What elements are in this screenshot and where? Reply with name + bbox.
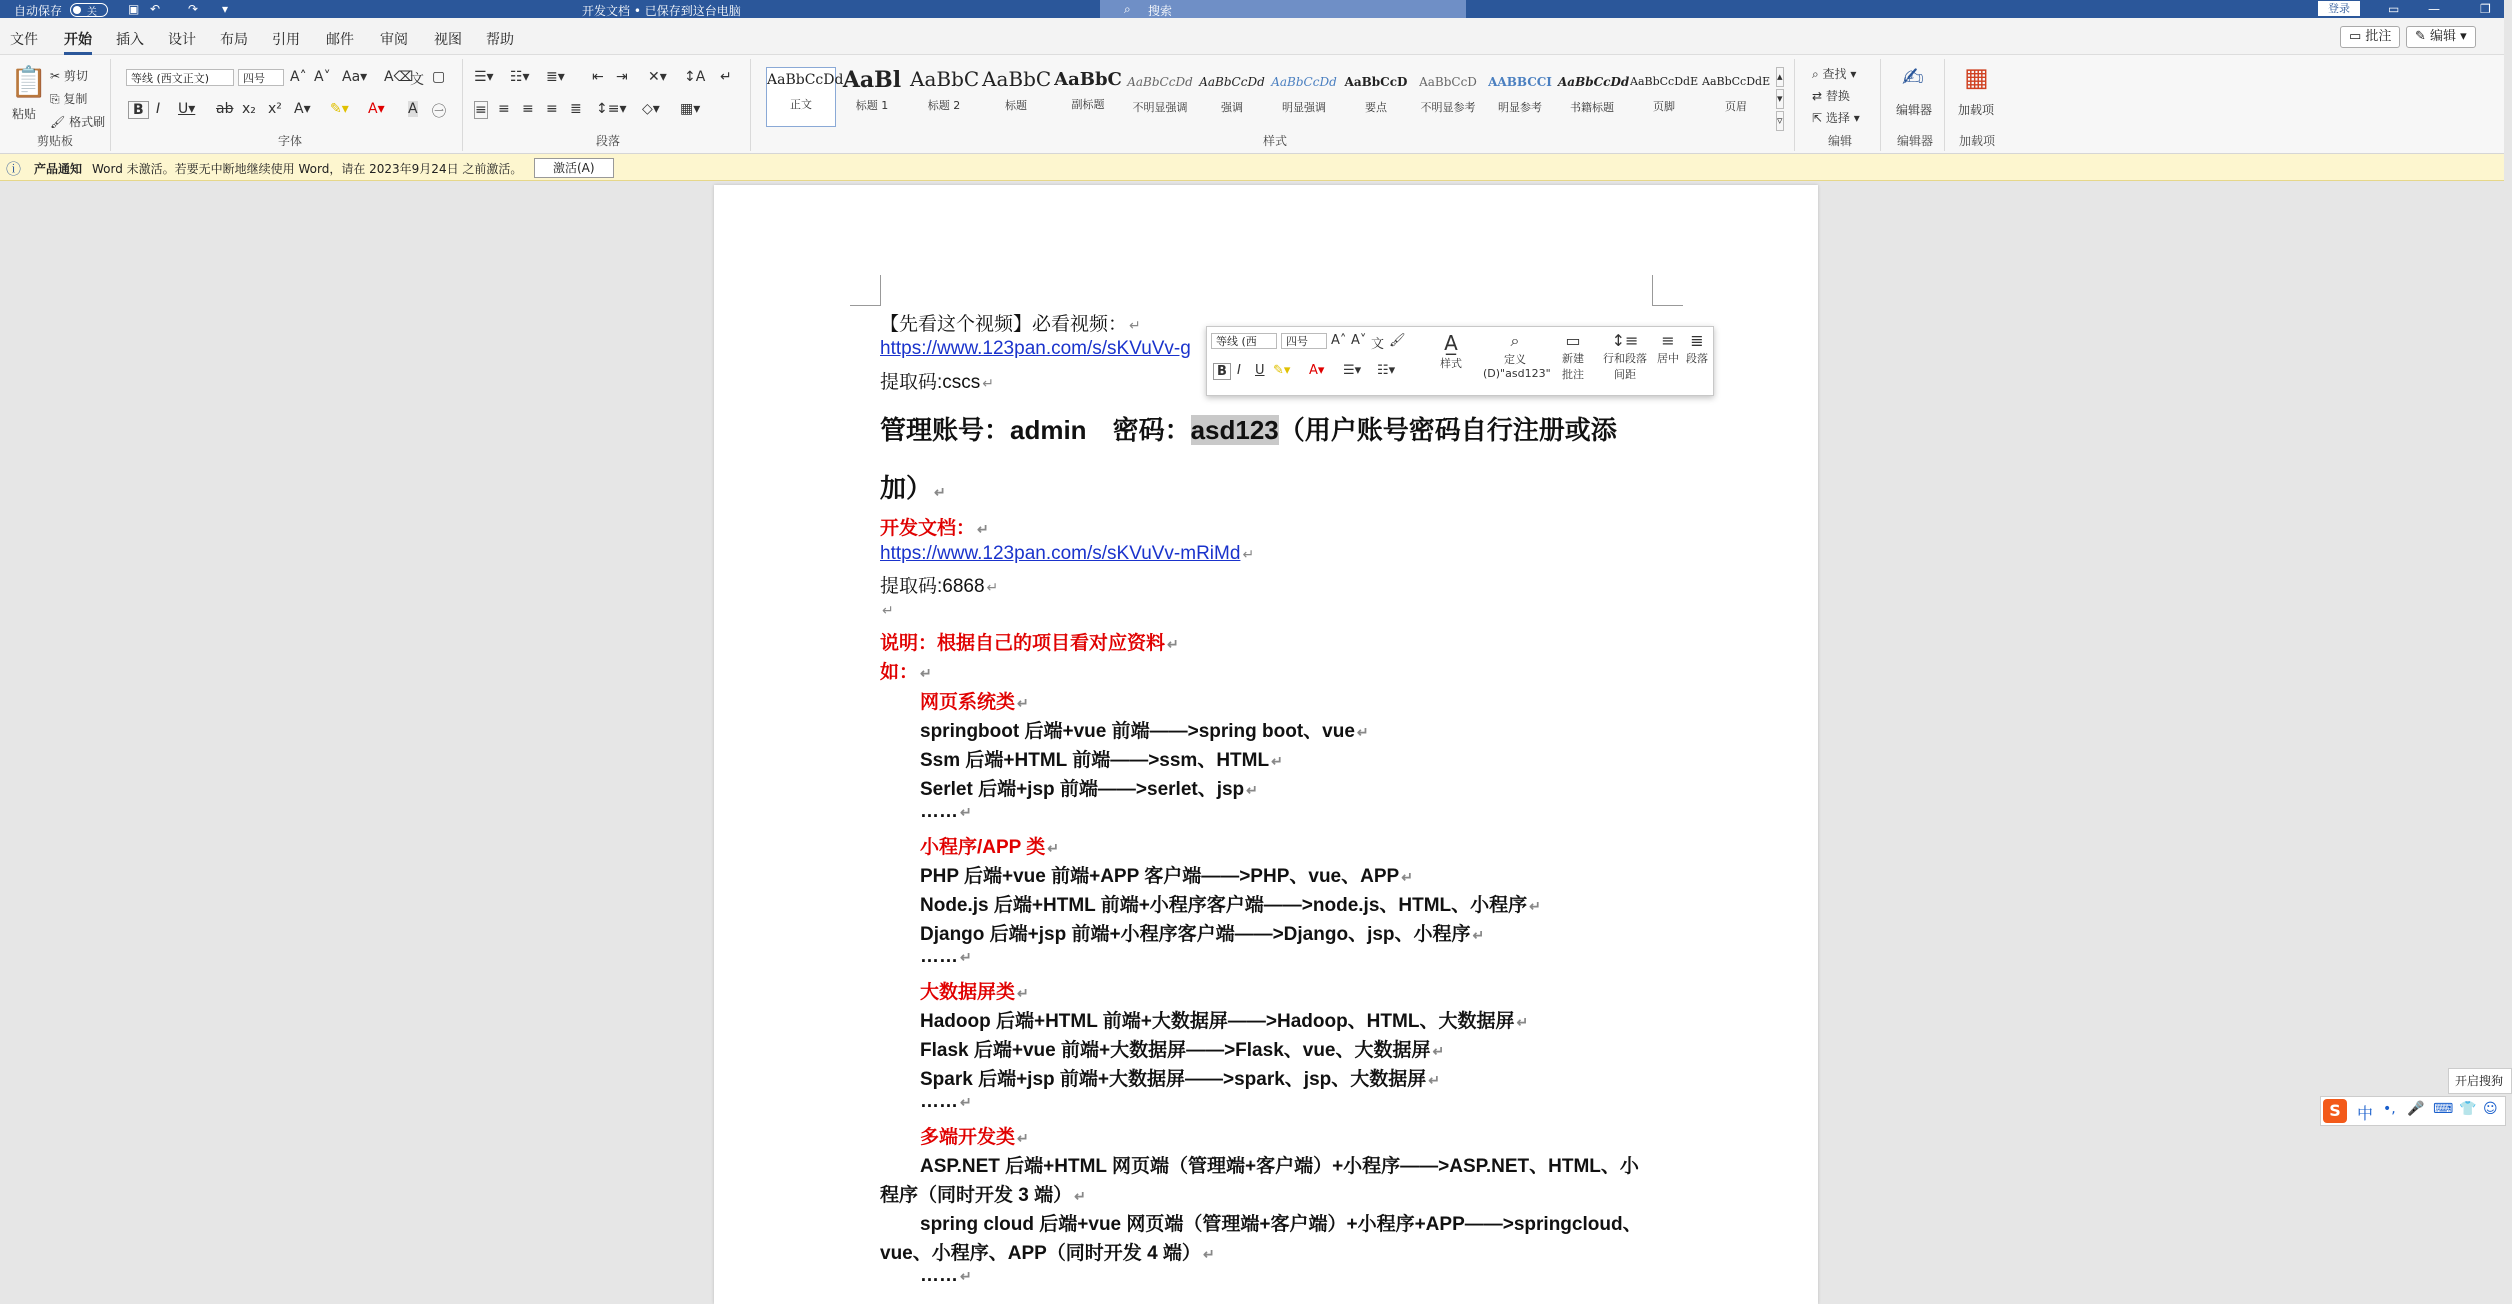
- video-link[interactable]: https://www.123pan.com/s/sKVuVv-g: [880, 338, 1191, 359]
- doc-line-video: 【先看这个视频】必看视频： ↵: [880, 314, 1141, 335]
- paragraph-group-label: 段落: [595, 134, 620, 148]
- admin-text: 管理账号：admin 密码：: [880, 415, 1191, 445]
- style-preview: AaBbCcDd: [1199, 75, 1265, 89]
- mini-spacing-button[interactable]: [1599, 331, 1651, 382]
- style-name: 副标题: [1071, 98, 1105, 111]
- style-preview: AaBbC: [910, 67, 980, 91]
- mini-styles-button[interactable]: [1431, 331, 1471, 371]
- search-placeholder: 搜索: [1148, 4, 1173, 18]
- style-name: 不明显强调: [1132, 101, 1188, 114]
- web-title-text: 网页系统类: [920, 692, 1016, 713]
- superscript-icon[interactable]: x²: [268, 101, 282, 117]
- style-preview: AaBbC: [982, 67, 1052, 91]
- ellipsis-text: ……: [920, 1091, 958, 1112]
- clear-format-icon[interactable]: A⌫: [384, 69, 414, 85]
- distributed-icon[interactable]: ≣: [570, 101, 582, 117]
- doc-line-multi-title: 多端开发类 ↵: [920, 1127, 1029, 1148]
- mini-highlight-icon[interactable]: ✎▾: [1273, 363, 1291, 378]
- style-name: 书籍标题: [1570, 101, 1614, 114]
- doc-line-empty: ↵: [882, 602, 894, 618]
- doc-line-multi1b: 程序（同时开发 3 端） ↵: [880, 1185, 1086, 1206]
- phonetic-guide-icon[interactable]: 文: [410, 72, 424, 88]
- doc-line-ellipsis4: …… ↵: [920, 1265, 972, 1286]
- mini-center-label: 居中: [1657, 352, 1679, 365]
- addins-group: [1948, 59, 2006, 151]
- doc-line-mini-title: 小程序/APP 类 ↵: [920, 837, 1060, 858]
- style-preview: AaBbCcDdE: [1702, 75, 1771, 88]
- find-button[interactable]: ⌕ 查找 ▾: [1812, 67, 1857, 81]
- web1-text: springboot 后端+vue 前端——>spring boot、vue: [920, 721, 1355, 742]
- mini-grow-font-icon[interactable]: A˄: [1331, 333, 1347, 348]
- tab-design[interactable]: 设计: [168, 32, 196, 48]
- style-intense-emphasis[interactable]: [1270, 67, 1338, 125]
- doc-line-link1: [880, 338, 1191, 360]
- font-group: [118, 59, 463, 151]
- strikethrough-icon[interactable]: ab: [216, 101, 234, 117]
- subscript-icon[interactable]: x₂: [242, 101, 256, 117]
- style-name: 强调: [1221, 101, 1243, 114]
- mini-comment-icon: ▭: [1565, 331, 1581, 350]
- style-name: 要点: [1365, 101, 1387, 114]
- ime-tooltip: 开启搜狗: [2448, 1068, 2512, 1094]
- doc-line-admin-cont: 加） ↵: [880, 473, 946, 503]
- mini-center-icon: ≡: [1661, 331, 1675, 350]
- decrease-indent-icon[interactable]: ⇤: [592, 69, 604, 85]
- doc-line-admin: [880, 410, 1617, 447]
- italic-icon[interactable]: I: [156, 101, 161, 117]
- clipboard-group: [0, 59, 111, 151]
- mini-size-select[interactable]: 四号: [1281, 333, 1327, 349]
- style-emphasis[interactable]: [1198, 67, 1266, 125]
- redo-icon[interactable]: ↷: [188, 2, 199, 16]
- undo-icon[interactable]: ↶: [150, 2, 161, 16]
- styles-more-icon[interactable]: ▿: [1776, 111, 1784, 131]
- mini-paragraph-icon: ≣: [1690, 331, 1704, 350]
- mini-spacing-icon: ↕≡: [1611, 331, 1639, 350]
- admin-cont-text: 加）: [880, 473, 933, 503]
- style-name: 页眉: [1725, 100, 1747, 113]
- editor-icon[interactable]: ✍: [1902, 63, 1924, 93]
- style-footer[interactable]: [1630, 67, 1698, 125]
- replace-button[interactable]: ⇄ 替换: [1812, 89, 1850, 103]
- tab-insert[interactable]: 插入: [116, 32, 144, 48]
- info-icon: ⓘ: [6, 160, 22, 178]
- ellipsis-text: ……: [920, 1265, 958, 1286]
- numbering-icon[interactable]: ☷▾: [510, 69, 530, 85]
- multi-title-text: 多端开发类: [920, 1127, 1016, 1148]
- menu-bar: [0, 18, 2504, 55]
- style-preview: AaBl: [842, 67, 902, 93]
- mini-bold-icon[interactable]: B: [1213, 363, 1231, 380]
- justify-icon[interactable]: ≡: [546, 101, 558, 117]
- style-name: 标题 2: [927, 99, 961, 112]
- login-button[interactable]: 登录: [2318, 1, 2360, 16]
- tab-layout[interactable]: 布局: [220, 32, 248, 48]
- autosave-state: 关: [87, 7, 97, 18]
- doc-line-mini2: Node.js 后端+HTML 前端+小程序客户端——>node.js、HTML、小程序 ↵: [920, 895, 1541, 916]
- addins-button-label[interactable]: 加载项: [1958, 103, 1995, 117]
- line-spacing-icon[interactable]: ↕≡▾: [596, 101, 627, 117]
- style-name: 页脚: [1653, 100, 1675, 113]
- editor-group-label: 编辑器: [1896, 134, 1933, 148]
- admin-suffix: （用户账号密码自行注册或添: [1278, 415, 1617, 445]
- mini-italic-icon[interactable]: I: [1237, 363, 1241, 378]
- floating-mini-toolbar: [1206, 326, 1714, 396]
- style-name: 不明显参考: [1420, 101, 1476, 114]
- web3-text: Serlet 后端+jsp 前端——>serlet、jsp: [920, 779, 1245, 800]
- multi1a-text: ASP.NET 后端+HTML 网页端（管理端+客户端）+小程序——>ASP.NET、HTML、小: [920, 1156, 1639, 1177]
- style-book-title[interactable]: [1558, 67, 1630, 125]
- style-heading2[interactable]: [910, 67, 978, 125]
- pencil-icon: ✎: [2415, 29, 2431, 44]
- big-title-text: 大数据屏类: [920, 982, 1016, 1003]
- mini-title-text: 小程序/APP 类: [920, 837, 1046, 858]
- search-icon: ⌕: [1124, 2, 1131, 16]
- find-label: 查找: [1822, 67, 1847, 81]
- mini3-text: Django 后端+jsp 前端+小程序客户端——>Django、jsp、小程序: [920, 924, 1471, 945]
- doc-line-ellipsis1: …… ↵: [920, 801, 972, 822]
- tab-review[interactable]: 审阅: [380, 32, 408, 48]
- doc-line-big-title: 大数据屏类 ↵: [920, 982, 1029, 1003]
- char-border-icon[interactable]: ▢: [432, 69, 446, 85]
- big2-text: Flask 后端+vue 前端+大数据屏——>Flask、vue、大数据屏: [920, 1040, 1431, 1061]
- editor-button-label[interactable]: 编辑器: [1896, 103, 1933, 117]
- styles-group: [756, 59, 1795, 151]
- tab-home[interactable]: 开始: [64, 29, 92, 55]
- multilevel-list-icon[interactable]: ≣▾: [546, 69, 565, 85]
- tab-mailings[interactable]: 邮件: [326, 32, 354, 48]
- ime-chinese-mode[interactable]: 中: [2357, 1104, 2374, 1123]
- paste-label[interactable]: 粘贴: [12, 107, 37, 121]
- doc-line-ellipsis2: …… ↵: [920, 946, 972, 967]
- video-text: 【先看这个视频】必看视频：: [880, 314, 1128, 335]
- eg-text: 如：: [880, 662, 919, 683]
- dev-title-text: 开发文档：: [880, 518, 976, 539]
- style-name: 明显强调: [1282, 101, 1326, 114]
- style-preview: AaBbCcD: [1344, 75, 1408, 89]
- tab-references[interactable]: 引用: [272, 32, 300, 48]
- ime-keyboard-icon[interactable]: ⌨: [2433, 1101, 2454, 1117]
- doc-line-multi1a: [920, 1151, 1639, 1178]
- show-marks-icon[interactable]: ↵: [720, 69, 732, 85]
- style-preview: AaBbCcDd: [1271, 75, 1337, 89]
- margin-corner-right: [1652, 275, 1683, 306]
- doc-line-link2: https://www.123pan.com/s/sKVuVv-mRiMd ↵: [880, 543, 1255, 564]
- mini-spacing-label2: 间距: [1614, 368, 1636, 381]
- font-group-label: 字体: [277, 134, 302, 148]
- increase-indent-icon[interactable]: ⇥: [616, 69, 628, 85]
- paragraph-group: [466, 59, 751, 151]
- multi2b-text: vue、小程序、APP（同时开发 4 端）: [880, 1243, 1201, 1264]
- style-preview: AaBbCcD: [1419, 75, 1477, 89]
- font-color-icon[interactable]: A▾: [368, 101, 385, 117]
- highlight-icon[interactable]: ✎▾: [330, 101, 349, 117]
- doc-line-code2: 提取码:6868 ↵: [880, 576, 999, 597]
- doc-line-web1: springboot 后端+vue 前端——>spring boot、vue ↵: [920, 721, 1369, 742]
- mini-underline-icon[interactable]: U: [1255, 363, 1265, 378]
- mini-comment-label2: 批注: [1562, 368, 1584, 381]
- format-painter-button[interactable]: 🖌 格式刷: [50, 115, 106, 129]
- mini-shrink-font-icon[interactable]: A˅: [1351, 333, 1367, 348]
- doc-line-multi2a: [920, 1209, 1642, 1236]
- paste-icon[interactable]: 📋: [10, 65, 48, 100]
- search-box[interactable]: [1100, 0, 1466, 18]
- cut-label: 剪切: [63, 69, 88, 83]
- borders-icon[interactable]: ▦▾: [680, 101, 701, 117]
- style-name: 明显参考: [1498, 101, 1542, 114]
- change-case-icon[interactable]: Aa▾: [342, 69, 368, 85]
- activation-notice-bar: [0, 154, 2504, 181]
- styles-scroll-down-icon[interactable]: ▾: [1776, 89, 1784, 109]
- mini1-text: PHP 后端+vue 前端+APP 客户端——>PHP、vue、APP: [920, 866, 1400, 887]
- mini-styles-icon: A̲: [1444, 331, 1458, 355]
- underline-icon[interactable]: U▾: [178, 101, 196, 117]
- doc-line-note: 说明：根据自己的项目看对应资料 ↵: [880, 633, 1179, 654]
- doc-line-eg: 如： ↵: [880, 662, 932, 683]
- char-shading-icon[interactable]: A: [408, 101, 418, 117]
- doc-line-mini3: Django 后端+jsp 前端+小程序客户端——>Django、jsp、小程序 ↵: [920, 924, 1485, 945]
- big1-text: Hadoop 后端+HTML 前端+大数据屏——>Hadoop、HTML、大数据屏: [920, 1011, 1515, 1032]
- copy-button[interactable]: ⎘ 复制: [50, 92, 88, 106]
- save-icon[interactable]: ▣: [128, 2, 140, 16]
- doc-line-big1: Hadoop 后端+HTML 前端+大数据屏——>Hadoop、HTML、大数据屏 ↵: [920, 1011, 1529, 1032]
- editing-group-label: 编辑: [1827, 134, 1852, 148]
- select-label: 选择: [1825, 111, 1850, 125]
- bold-icon[interactable]: B: [128, 101, 149, 119]
- addins-icon[interactable]: ▦: [1964, 63, 1989, 93]
- cut-button[interactable]: ✂ 剪切: [50, 69, 88, 83]
- mini-format-painter-icon[interactable]: 🖌: [1389, 333, 1406, 348]
- code2-text: 提取码:6868: [880, 576, 985, 597]
- mini-define-label: 定义: [1504, 353, 1526, 366]
- editing-mode-button[interactable]: ✎ 编辑 ▾: [2406, 26, 2476, 48]
- shrink-font-icon[interactable]: A˅: [314, 69, 331, 85]
- mini-paragraph-button[interactable]: [1683, 331, 1711, 366]
- editing-label: 编辑: [2430, 29, 2457, 44]
- sort-icon[interactable]: ↕A: [684, 69, 706, 85]
- chinese-layout-icon[interactable]: ✕▾: [648, 69, 667, 85]
- document-title[interactable]: 开发文档 • 已保存到这台电脑: [582, 4, 741, 18]
- restore-icon[interactable]: ❐: [2480, 2, 2491, 16]
- comments-button[interactable]: [2340, 26, 2400, 48]
- style-preview: AABBCCI: [1488, 75, 1552, 89]
- editor-group: [1886, 59, 1945, 151]
- multi1b-text: 程序（同时开发 3 端）: [880, 1185, 1073, 1206]
- doc-line-web3: Serlet 后端+jsp 前端——>serlet、jsp ↵: [920, 779, 1258, 800]
- ime-menu-icon[interactable]: ☺: [2483, 1101, 2498, 1117]
- ime-punct-icon[interactable]: •,: [2383, 1101, 2396, 1117]
- style-strong[interactable]: [1342, 67, 1410, 125]
- mini-bullets-icon[interactable]: ☰▾: [1343, 363, 1362, 378]
- bullets-icon[interactable]: ☰▾: [474, 69, 494, 85]
- style-name: 标题 1: [855, 99, 889, 112]
- mini-define-sub: (D)"asd123": [1483, 367, 1551, 380]
- style-title[interactable]: [982, 67, 1050, 125]
- margin-corner-left: [850, 275, 881, 306]
- comments-label: 批注: [2365, 29, 2392, 44]
- grow-font-icon[interactable]: A˄: [290, 69, 307, 85]
- note-text: 说明：根据自己的项目看对应资料: [880, 633, 1166, 654]
- format-painter-label: 格式刷: [69, 115, 106, 129]
- style-header[interactable]: [1702, 67, 1770, 125]
- ime-skin-icon[interactable]: 👕: [2459, 1101, 2477, 1117]
- replace-label: 替换: [1825, 89, 1850, 103]
- styles-group-label: 样式: [1262, 134, 1287, 148]
- tab-view[interactable]: 视图: [434, 32, 462, 48]
- mini-spacing-label: 行和段落: [1603, 352, 1647, 365]
- mini-define-icon: ⌕: [1510, 331, 1520, 350]
- shading-icon[interactable]: ◇▾: [642, 101, 660, 117]
- selected-password[interactable]: asd123: [1190, 415, 1279, 445]
- style-preview: AaBbCcDd: [767, 72, 844, 88]
- ribbon: [0, 55, 2504, 154]
- select-button[interactable]: ⇱ 选择 ▾: [1812, 111, 1860, 125]
- web2-text: Ssm 后端+HTML 前端——>ssm、HTML: [920, 750, 1270, 771]
- text-effects-icon[interactable]: A▾: [294, 101, 311, 117]
- style-name: 正文: [790, 98, 812, 111]
- tab-file[interactable]: 文件: [10, 32, 38, 48]
- dev-link[interactable]: https://www.123pan.com/s/sKVuVv-mRiMd: [880, 543, 1241, 564]
- style-preview: AaBbCcDd: [1558, 75, 1630, 89]
- style-heading1[interactable]: [838, 67, 906, 125]
- multi2a-text: spring cloud 后端+vue 网页端（管理端+客户端）+小程序+APP——>springcloud、: [920, 1214, 1642, 1235]
- sogou-logo-icon[interactable]: S: [2323, 1099, 2347, 1123]
- customize-icon[interactable]: ▾: [222, 2, 229, 16]
- style-preview: AaBbCcDd: [1127, 75, 1193, 89]
- ime-mic-icon[interactable]: 🎤: [2407, 1101, 2425, 1117]
- editing-group: [1800, 59, 1881, 151]
- big3-text: Spark 后端+jsp 前端+大数据屏——>spark、jsp、大数据屏: [920, 1069, 1427, 1090]
- doc-line-code1: 提取码:cscs ↵: [880, 372, 995, 393]
- ribbon-display-icon[interactable]: ▭: [2388, 2, 2400, 16]
- doc-line-dev-title: 开发文档： ↵: [880, 518, 989, 539]
- mini2-text: Node.js 后端+HTML 前端+小程序客户端——>node.js、HTML、小程序: [920, 895, 1528, 916]
- font-size-select[interactable]: 四号: [238, 69, 284, 86]
- style-intense-reference[interactable]: [1486, 67, 1554, 125]
- style-preview: AaBbCcDdE: [1630, 75, 1699, 88]
- mini-font-color-icon[interactable]: A▾: [1309, 363, 1325, 378]
- mini-center-button[interactable]: [1655, 331, 1681, 366]
- align-right-icon[interactable]: ≡: [522, 101, 534, 117]
- doc-line-mini1: PHP 后端+vue 前端+APP 客户端——>PHP、vue、APP ↵: [920, 866, 1413, 887]
- style-subtle-emphasis[interactable]: [1126, 67, 1194, 125]
- font-name-select[interactable]: 等线 (西文正文): [126, 69, 234, 86]
- style-subtle-reference[interactable]: [1414, 67, 1482, 125]
- copy-label: 复制: [63, 92, 88, 106]
- enclose-char-icon[interactable]: ㊀: [432, 104, 446, 120]
- style-name: 标题: [1005, 99, 1027, 112]
- doc-line-web2: Ssm 后端+HTML 前端——>ssm、HTML ↵: [920, 750, 1283, 771]
- addins-group-label: 加载项: [1958, 134, 1995, 148]
- mini-paragraph-label: 段落: [1686, 352, 1708, 365]
- mini-comment-label: 新建: [1562, 352, 1584, 365]
- doc-line-multi2b: vue、小程序、APP（同时开发 4 端） ↵: [880, 1243, 1215, 1264]
- mini-new-comment-button[interactable]: [1553, 331, 1593, 382]
- ellipsis-text: ……: [920, 946, 958, 967]
- doc-line-ellipsis3: …… ↵: [920, 1091, 972, 1112]
- doc-line-big3: Spark 后端+jsp 前端+大数据屏——>spark、jsp、大数据屏 ↵: [920, 1069, 1440, 1090]
- align-left-icon[interactable]: ≡: [475, 102, 487, 118]
- autosave-toggle[interactable]: [70, 3, 108, 17]
- minimize-icon[interactable]: —: [2428, 2, 2440, 16]
- style-normal[interactable]: [766, 67, 844, 127]
- title-bar: [0, 0, 2504, 18]
- style-preview: AaBbC: [1054, 69, 1122, 90]
- mini-styles-label: 样式: [1440, 357, 1462, 370]
- align-center-icon[interactable]: ≡: [498, 101, 510, 117]
- tab-help[interactable]: 帮助: [486, 32, 514, 48]
- notice-title: 产品通知: [34, 162, 83, 176]
- autosave-label: 自动保存: [14, 4, 63, 18]
- comment-icon: ▭: [2349, 29, 2366, 44]
- ime-toolbar[interactable]: [2320, 1096, 2506, 1126]
- ellipsis-text: ……: [920, 801, 958, 822]
- doc-line-web-title: 网页系统类 ↵: [920, 692, 1029, 713]
- style-subtitle[interactable]: [1054, 67, 1122, 125]
- mini-font-select[interactable]: 等线 (西: [1211, 333, 1277, 349]
- clipboard-group-label: 剪贴板: [36, 134, 73, 148]
- mini-numbering-icon[interactable]: ☷▾: [1377, 363, 1396, 378]
- activate-button[interactable]: 激活(A): [534, 158, 614, 178]
- styles-scroll-up-icon[interactable]: ▴: [1776, 67, 1784, 87]
- doc-line-big2: Flask 后端+vue 前端+大数据屏——>Flask、vue、大数据屏 ↵: [920, 1040, 1445, 1061]
- notice-message: Word 未激活。若要无中断地继续使用 Word，请在 2023年9月24日 之前激活。: [92, 162, 523, 176]
- mini-define-button[interactable]: [1483, 331, 1551, 380]
- code1-text: 提取码:cscs: [880, 372, 981, 393]
- mini-phonetic-icon[interactable]: 文: [1371, 337, 1385, 352]
